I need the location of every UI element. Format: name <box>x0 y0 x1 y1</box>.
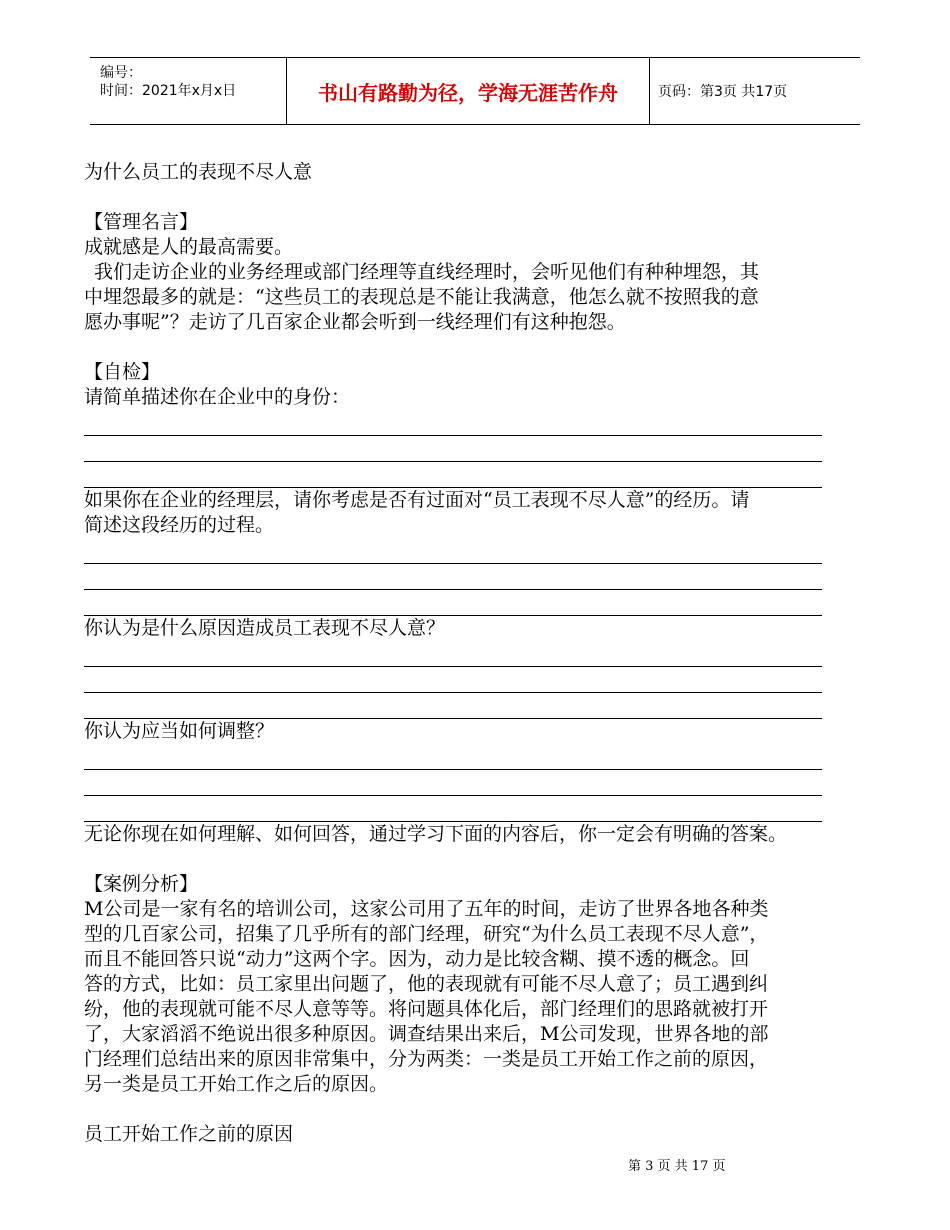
header-page-info <box>648 58 860 124</box>
quote-heading: 【管理名言】 <box>84 211 199 233</box>
page-footer: 第 3 页 共 17 页 <box>628 1159 726 1174</box>
answer-line[interactable] <box>84 693 822 719</box>
answer-line[interactable] <box>84 590 822 616</box>
answer-line[interactable] <box>84 538 822 564</box>
document-title: 为什么员工的表现不尽人意 <box>84 161 313 183</box>
answer-line[interactable] <box>84 410 822 436</box>
answer-line[interactable] <box>84 796 822 822</box>
question-experience-line: 简述这段经历的过程。 <box>84 514 275 536</box>
document-body <box>84 160 874 1147</box>
quote-text: 成就感是人的最高需要。 <box>84 236 294 258</box>
intro-line: 中埋怨最多的就是：“这些员工的表现总是不能让我满意，他怎么就不按照我的意 <box>84 286 759 308</box>
section-subheading: 员工开始工作之前的原因 <box>84 1123 294 1145</box>
answer-line[interactable] <box>84 744 822 770</box>
answer-line[interactable] <box>84 436 822 462</box>
closing-text: 无论你现在如何理解、如何回答，通过学习下面的内容后，你一定会有明确的答案。 <box>84 823 788 845</box>
case-heading: 【案例分析】 <box>84 873 199 895</box>
header-page-text: 页码：第3页 共17页 <box>658 84 788 100</box>
answer-line[interactable] <box>84 462 822 488</box>
case-line: 门经理们总结出来的原因非常集中，分为两类：一类是员工开始工作之前的原因， <box>84 1048 769 1070</box>
question-reasons: 你认为是什么原因造成员工表现不尽人意？ <box>84 617 446 639</box>
case-line: 了，大家滔滔不绝说出很多种原因。调查结果出来后，M公司发现，世界各地的部 <box>84 1023 769 1045</box>
case-line: M公司是一家有名的培训公司，这家公司用了五年的时间，走访了世界各地各种类 <box>84 898 769 920</box>
header-motto: 书山有路勤为径，学海无涯苦作舟 <box>286 58 650 124</box>
case-line: 纷，他的表现就可能不尽人意等等。将问题具体化后，部门经理们的思路就被打开 <box>84 998 769 1020</box>
question-identity: 请简单描述你在企业中的身份： <box>84 386 351 408</box>
case-line: 型的几百家公司，招集了几乎所有的部门经理，研究“为什么员工表现不尽人意”， <box>84 923 769 945</box>
case-line: 而且不能回答只说“动力”这两个字。因为，动力是比较含糊、摸不透的概念。回 <box>84 948 750 970</box>
answer-line[interactable] <box>84 667 822 693</box>
intro-line: 愿办事呢”？走访了几百家企业都会听到一线经理们有这种抱怨。 <box>84 311 626 333</box>
case-line: 另一类是员工开始工作之后的原因。 <box>84 1073 389 1095</box>
question-adjust: 你认为应当如何调整？ <box>84 720 275 742</box>
answer-line[interactable] <box>84 564 822 590</box>
question-experience-line: 如果你在企业的经理层，请你考虑是否有过面对“员工表现不尽人意”的经历。请 <box>84 489 750 511</box>
page-header <box>90 57 860 125</box>
header-meta <box>90 58 286 124</box>
case-line: 答的方式，比如：员工家里出问题了，他的表现就有可能不尽人意了；员工遇到纠 <box>84 973 769 995</box>
header-number: 编号： <box>100 65 142 81</box>
header-time: 时间：2021年x月x日 <box>100 83 237 99</box>
selfcheck-heading: 【自检】 <box>84 361 161 383</box>
answer-line[interactable] <box>84 641 822 667</box>
answer-line[interactable] <box>84 770 822 796</box>
intro-line: 我们走访企业的业务经理或部门经理等直线经理时，会听见他们有种种埋怨，其 <box>94 261 760 283</box>
